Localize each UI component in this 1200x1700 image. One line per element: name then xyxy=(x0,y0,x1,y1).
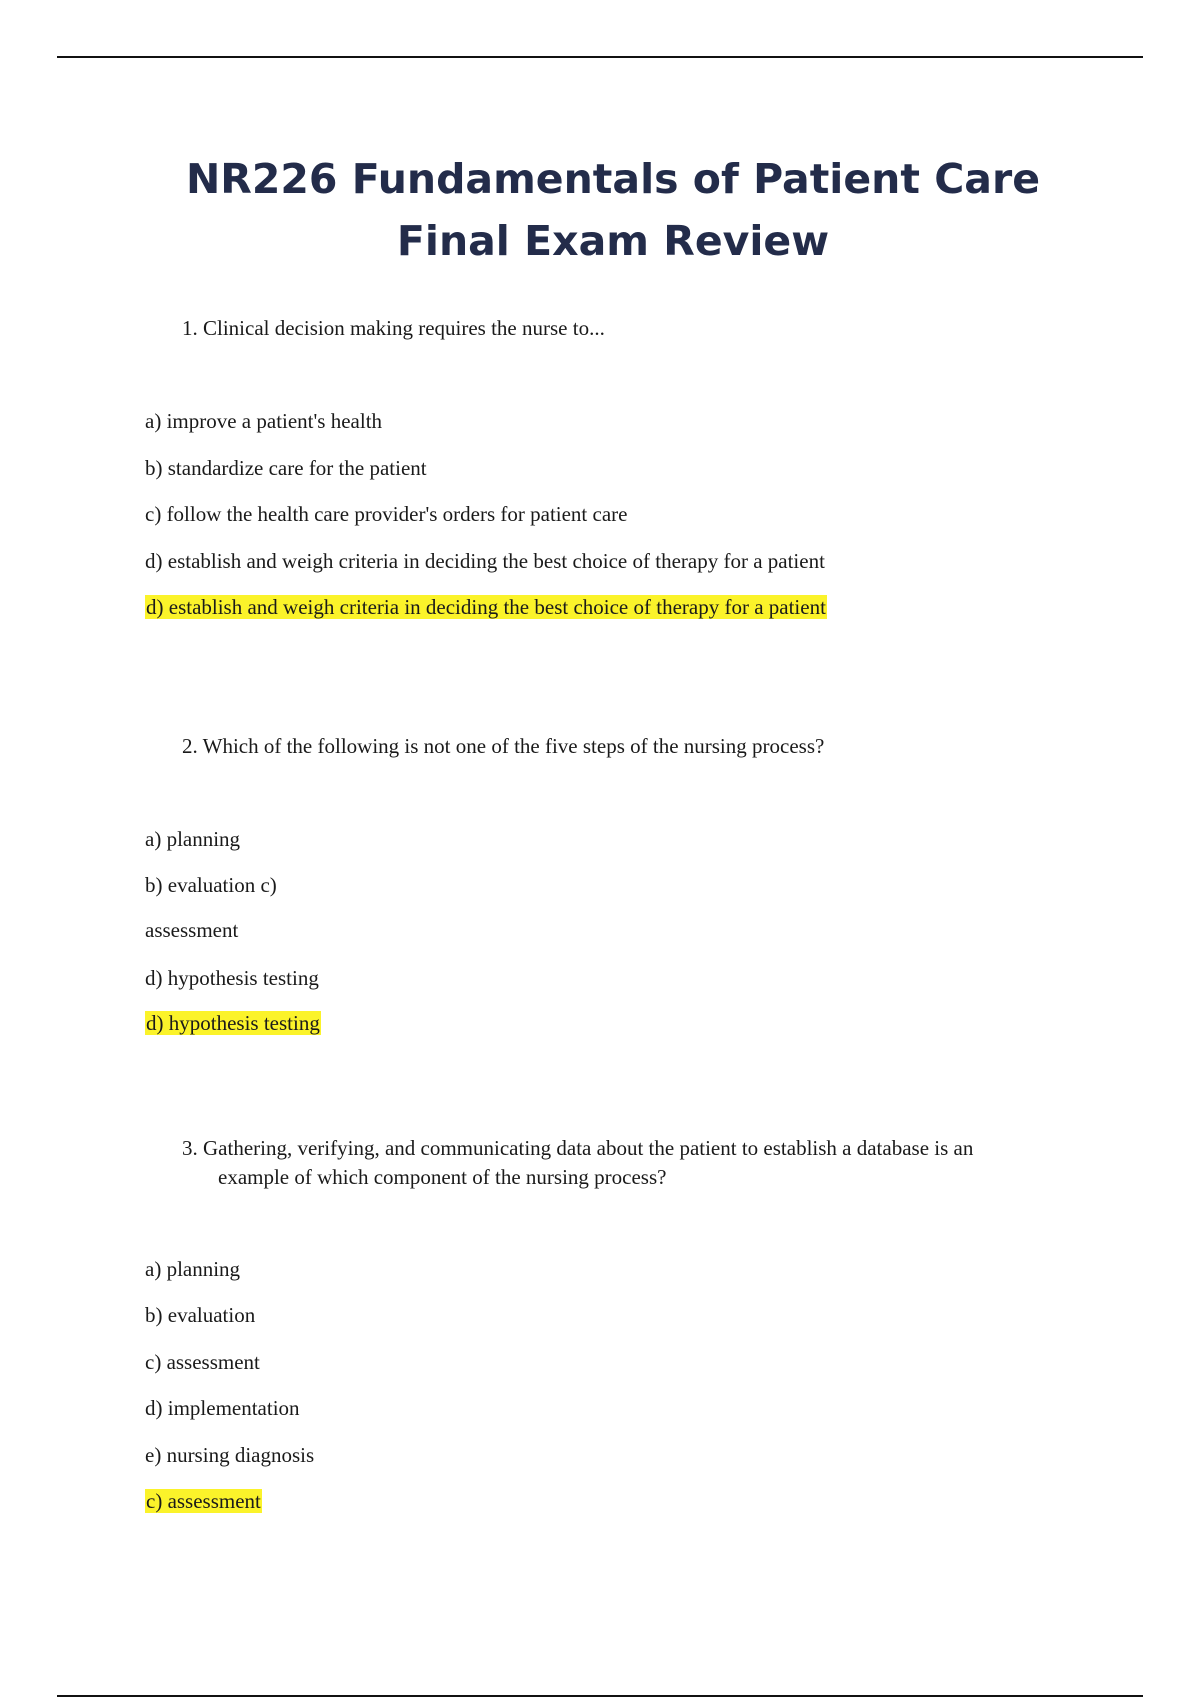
question-3-option-c: c) assessment xyxy=(145,1350,260,1374)
question-3-text: 3. Gathering, verifying, and communicating data about the patient to establish a database is an example of which component of the nursing process? xyxy=(182,1136,974,1189)
question-3-option-d: d) implementation xyxy=(145,1396,300,1420)
question-3-option-a: a) planning xyxy=(145,1257,241,1281)
answer-highlight: d) hypothesis testing xyxy=(146,1011,320,1035)
page-title xyxy=(0,148,1200,272)
question-1-option-a: a) improve a patient's health xyxy=(145,409,383,433)
question-2-option-a: a) planning xyxy=(145,827,241,851)
question-3-option-e: e) nursing diagnosis xyxy=(145,1443,315,1467)
title-line-2: Final Exam Review xyxy=(396,217,830,265)
question-2-answer xyxy=(145,1010,321,1036)
question-2-text: 2. Which of the following is not one of the five steps of the nursing process? xyxy=(182,734,825,758)
question-2-option-b: b) evaluation c) xyxy=(145,873,277,897)
title-line-1: NR226 Fundamentals of Patient Care xyxy=(185,155,1040,203)
answer-highlight: d) establish and weigh criteria in deciding the best choice of therapy for a patient xyxy=(146,595,826,619)
bottom-rule xyxy=(57,1695,1143,1697)
question-1-option-d: d) establish and weigh criteria in deciding the best choice of therapy for a patient xyxy=(145,549,825,573)
answer-highlight: c) assessment xyxy=(146,1489,261,1513)
question-2-option-d: d) hypothesis testing xyxy=(145,966,319,990)
question-1-option-b: b) standardize care for the patient xyxy=(145,456,427,480)
question-3-answer xyxy=(145,1488,262,1514)
question-1-answer xyxy=(145,594,827,620)
top-rule xyxy=(57,56,1143,58)
question-1-option-c: c) follow the health care provider's orders for patient care xyxy=(145,502,628,526)
question-2-option-c: assessment xyxy=(145,918,239,942)
question-3-option-b: b) evaluation xyxy=(145,1303,256,1327)
question-1-text: 1. Clinical decision making requires the nurse to... xyxy=(182,316,605,340)
